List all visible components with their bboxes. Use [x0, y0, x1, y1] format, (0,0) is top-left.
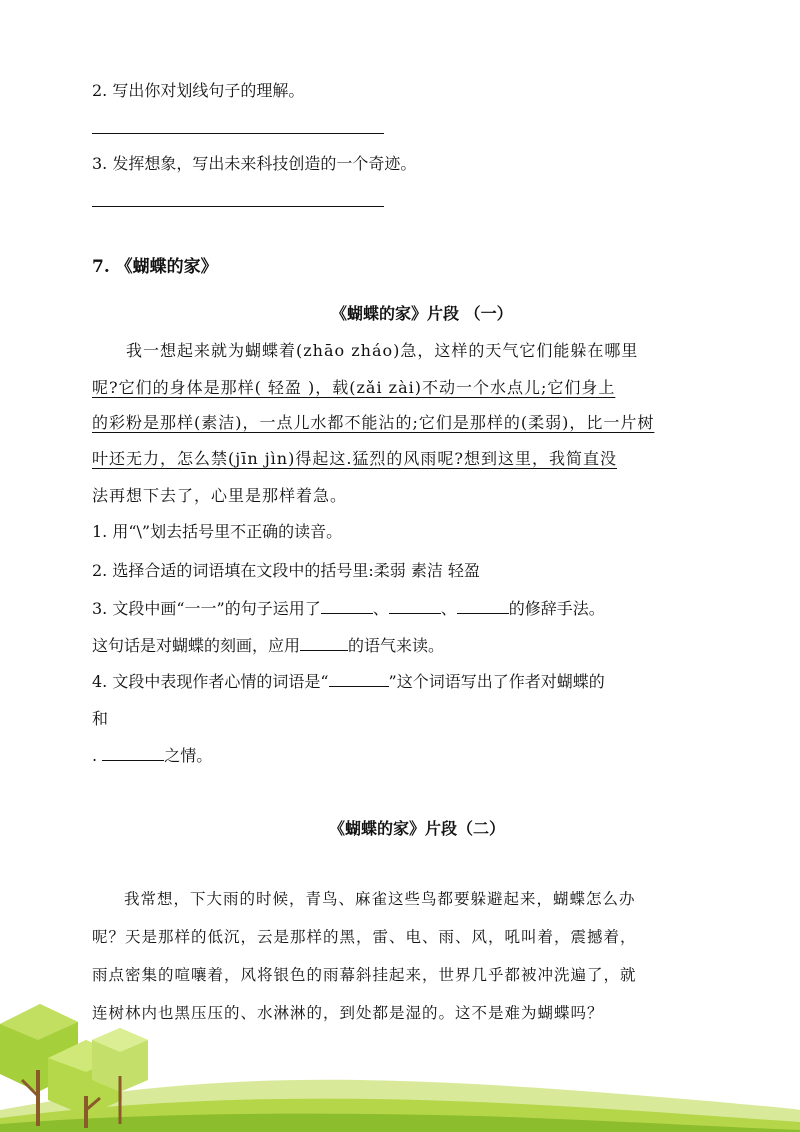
part1-line-4: 叶还无力，怎么禁(jīn jìn)得起这.猛烈的风雨呢?想到这里，我简直没	[92, 449, 618, 468]
q4-blank-1[interactable]	[329, 672, 389, 687]
part1-question-1: 1. 用“\”划去括号里不正确的读音。	[92, 522, 343, 541]
q4-text-start: 4. 文段中表现作者心情的词语是“	[92, 672, 329, 691]
part1-question-4-line-2: 和	[92, 709, 109, 728]
question-3: 3. 发挥想象，写出未来科技创造的一个奇迹。	[92, 154, 417, 173]
answer-line-3[interactable]	[92, 206, 384, 207]
q3-blank-1[interactable]	[321, 599, 373, 614]
q4-blank-2[interactable]	[102, 746, 164, 761]
decorative-landscape	[0, 1000, 800, 1132]
part1-question-4	[92, 669, 605, 692]
part1-question-3-line-2	[92, 633, 444, 656]
part1-title: 《蝴蝶的家》片段 （一）	[331, 304, 513, 323]
q4-line3-dot: .	[92, 746, 98, 765]
section-heading: 7. 《蝴蝶的家》	[92, 257, 218, 277]
q3-line2-start: 这句话是对蝴蝶的刻画，应用	[92, 636, 301, 655]
part1-question-3	[92, 596, 605, 619]
q3-line2-end: 的语气来读。	[348, 636, 445, 655]
part1-line-5: 法再想下去了，心里是那样着急。	[92, 486, 348, 505]
part1-line-3: 的彩粉是那样(素洁)，一点儿水都不能沾的;它们是那样的(柔弱)，比一片树	[92, 413, 655, 432]
q3-text-end: 的修辞手法。	[508, 599, 605, 618]
q4-text-end: ”这个词语写出了作者对蝴蝶的	[388, 672, 605, 691]
part1-line-2: 呢?它们的身体是那样( 轻盈 )，载(zǎi zài)不动一个水点儿;它们身上	[92, 378, 616, 397]
question-2: 2. 写出你对划线句子的理解。	[92, 81, 305, 100]
q3-blank-3[interactable]	[457, 599, 509, 614]
part2-line-2: 呢？天是那样的低沉，云是那样的黑，雷、电、雨、风，吼叫着，震撼着，	[92, 928, 637, 946]
part1-line-1: 我一想起来就为蝴蝶着(zhāo zháo)急，这样的天气它们能躲在哪里	[126, 341, 639, 360]
part2-line-1: 我常想，下大雨的时候，青鸟、麻雀这些鸟都要躲避起来，蝴蝶怎么办	[124, 890, 636, 908]
part1-question-4-line-3	[92, 743, 212, 766]
q4-line3-end: 之情。	[164, 746, 213, 765]
part2-line-3: 雨点密集的喧嚷着，风将银色的雨幕斜挂起来，世界几乎都被冲洗遍了，就	[92, 966, 637, 984]
part2-title: 《蝴蝶的家》片段（二）	[329, 819, 506, 838]
q3-blank-4[interactable]	[300, 636, 348, 651]
answer-line-2[interactable]	[92, 133, 384, 134]
q3-separator-2: 、	[440, 599, 457, 618]
part2-line-4: 连树林内也黑压压的、水淋淋的，到处都是湿的。这不是难为蝴蝶吗？	[92, 1004, 604, 1022]
q3-text-start: 3. 文段中画“一一”的句子运用了	[92, 599, 321, 618]
q3-separator-1: 、	[372, 599, 389, 618]
q3-blank-2[interactable]	[389, 599, 441, 614]
part1-question-2: 2. 选择合适的词语填在文段中的括号里:柔弱 素洁 轻盈	[92, 561, 480, 580]
